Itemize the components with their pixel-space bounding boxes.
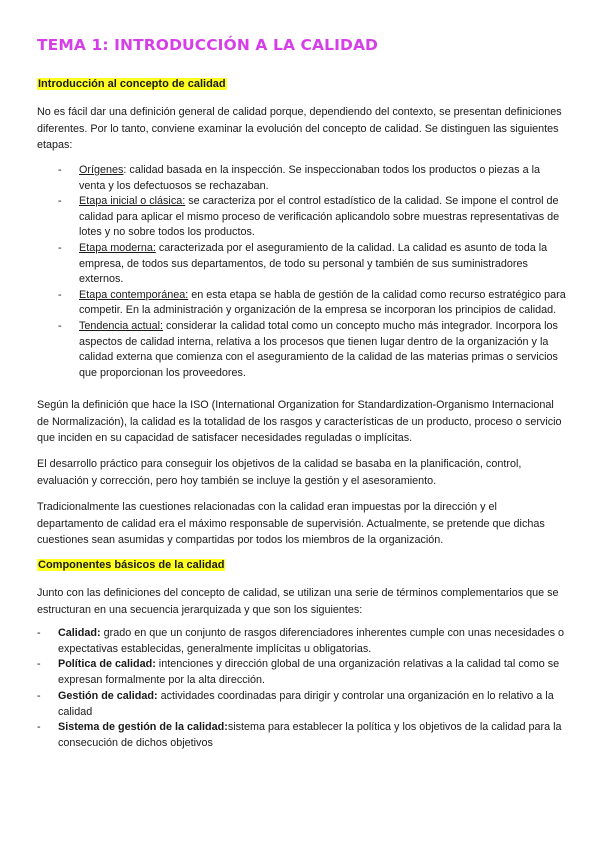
iso-paragraph: Según la definición que hace la ISO (International Organization for Standardization-Organismo Internacional de Normalización), la calidad es la totalidad de los rasgos y características de un producto, proceso o servicio que inciden en su capacidad de satisfacer necesidades reguladas o implícitas.	[37, 399, 562, 445]
list-item: - Tendencia actual: considerar la calidad total como un concepto mucho más integrador. Incorpora los aspectos de calidad interna, relativa a los procesos que tienen lugar dentro de la organización y la calidad externa que comienza con el aseguramiento de la calidad de las materias primas o servicios que proporcionan los proveedores.	[58, 319, 558, 379]
stages-list	[58, 163, 566, 381]
section-heading-intro: Introducción al concepto de calidad	[38, 78, 226, 90]
list-item: - Política de calidad: intenciones y dirección global de una organización relativas a la calidad tal como se expresan formalmente por la alta dirección.	[37, 658, 560, 687]
list-item: - Orígenes: calidad basada en la inspección. Se inspeccionaban todos los productos o piezas a la venta y los defectuosos se rechazaban.	[58, 164, 540, 192]
list-item: - Gestión de calidad: actividades coordinadas para dirigir y controlar una organización en lo relativo a la calidad	[37, 689, 554, 718]
practice-paragraph: El desarrollo práctico para conseguir los objetivos de la calidad se basaba en la planificación, control, evaluación y corrección, pero hoy también se incluye la gestión y el asesoramiento.	[37, 458, 522, 487]
list-item: - Etapa moderna: caracterizada por el aseguramiento de la calidad. La calidad es asunto de toda la empresa, de todos sus departamentos, de todo su personal y también de sus suministradores externos.	[58, 241, 548, 286]
list-item: - Sistema de gestión de la calidad:sistema para establecer la política y los objetivos de la calidad para la consecución de dichos objetivos	[37, 721, 562, 749]
section-heading-components: Componentes básicos de la calidad	[38, 559, 225, 571]
list-item: - Etapa contemporánea: en esta etapa se habla de gestión de la calidad como recurso estratégico para competir. En la administración y organización de la empresa se incorporan los principios de calidad.	[58, 288, 566, 317]
intro-paragraph: No es fácil dar una definición general de calidad porque, dependiendo del contexto, se presentan definiciones diferentes. Por lo tanto, conviene examinar la evolución del concepto de calidad. Se distinguen las siguientes etapas:	[37, 106, 562, 152]
tradition-paragraph: Tradicionalmente las cuestiones relacionadas con la calidad eran impuestas por la dirección y el departamento de calidad era el máximo responsable de supervisión. Actualmente, se pretende que dichas cuestiones sean asumidas y compartidas por todos los miembros de la organización.	[37, 501, 545, 547]
components-intro-paragraph: Junto con las definiciones del concepto de calidad, se utilizan una serie de términos complementarios que se estructuran en una secuencia jerarquizada y que son los siguientes:	[37, 587, 559, 616]
list-item: - Calidad: grado en que un conjunto de rasgos diferenciadores inherentes cumple con unas necesidades o expectativas establecidas, generalmente implícitas u obligatorias.	[37, 627, 564, 655]
document-title: TEMA 1: INTRODUCCIÓN A LA CALIDAD	[37, 36, 378, 54]
list-item: - Etapa inicial o clásica: se caracteriza por el control estadístico de la calidad. Se impone el control de calidad para aplicar el mismo proceso de verificación aplicandolo sobre muestras representativas de lotes y no sobre todos los productos.	[58, 195, 560, 239]
components-list	[37, 626, 565, 752]
